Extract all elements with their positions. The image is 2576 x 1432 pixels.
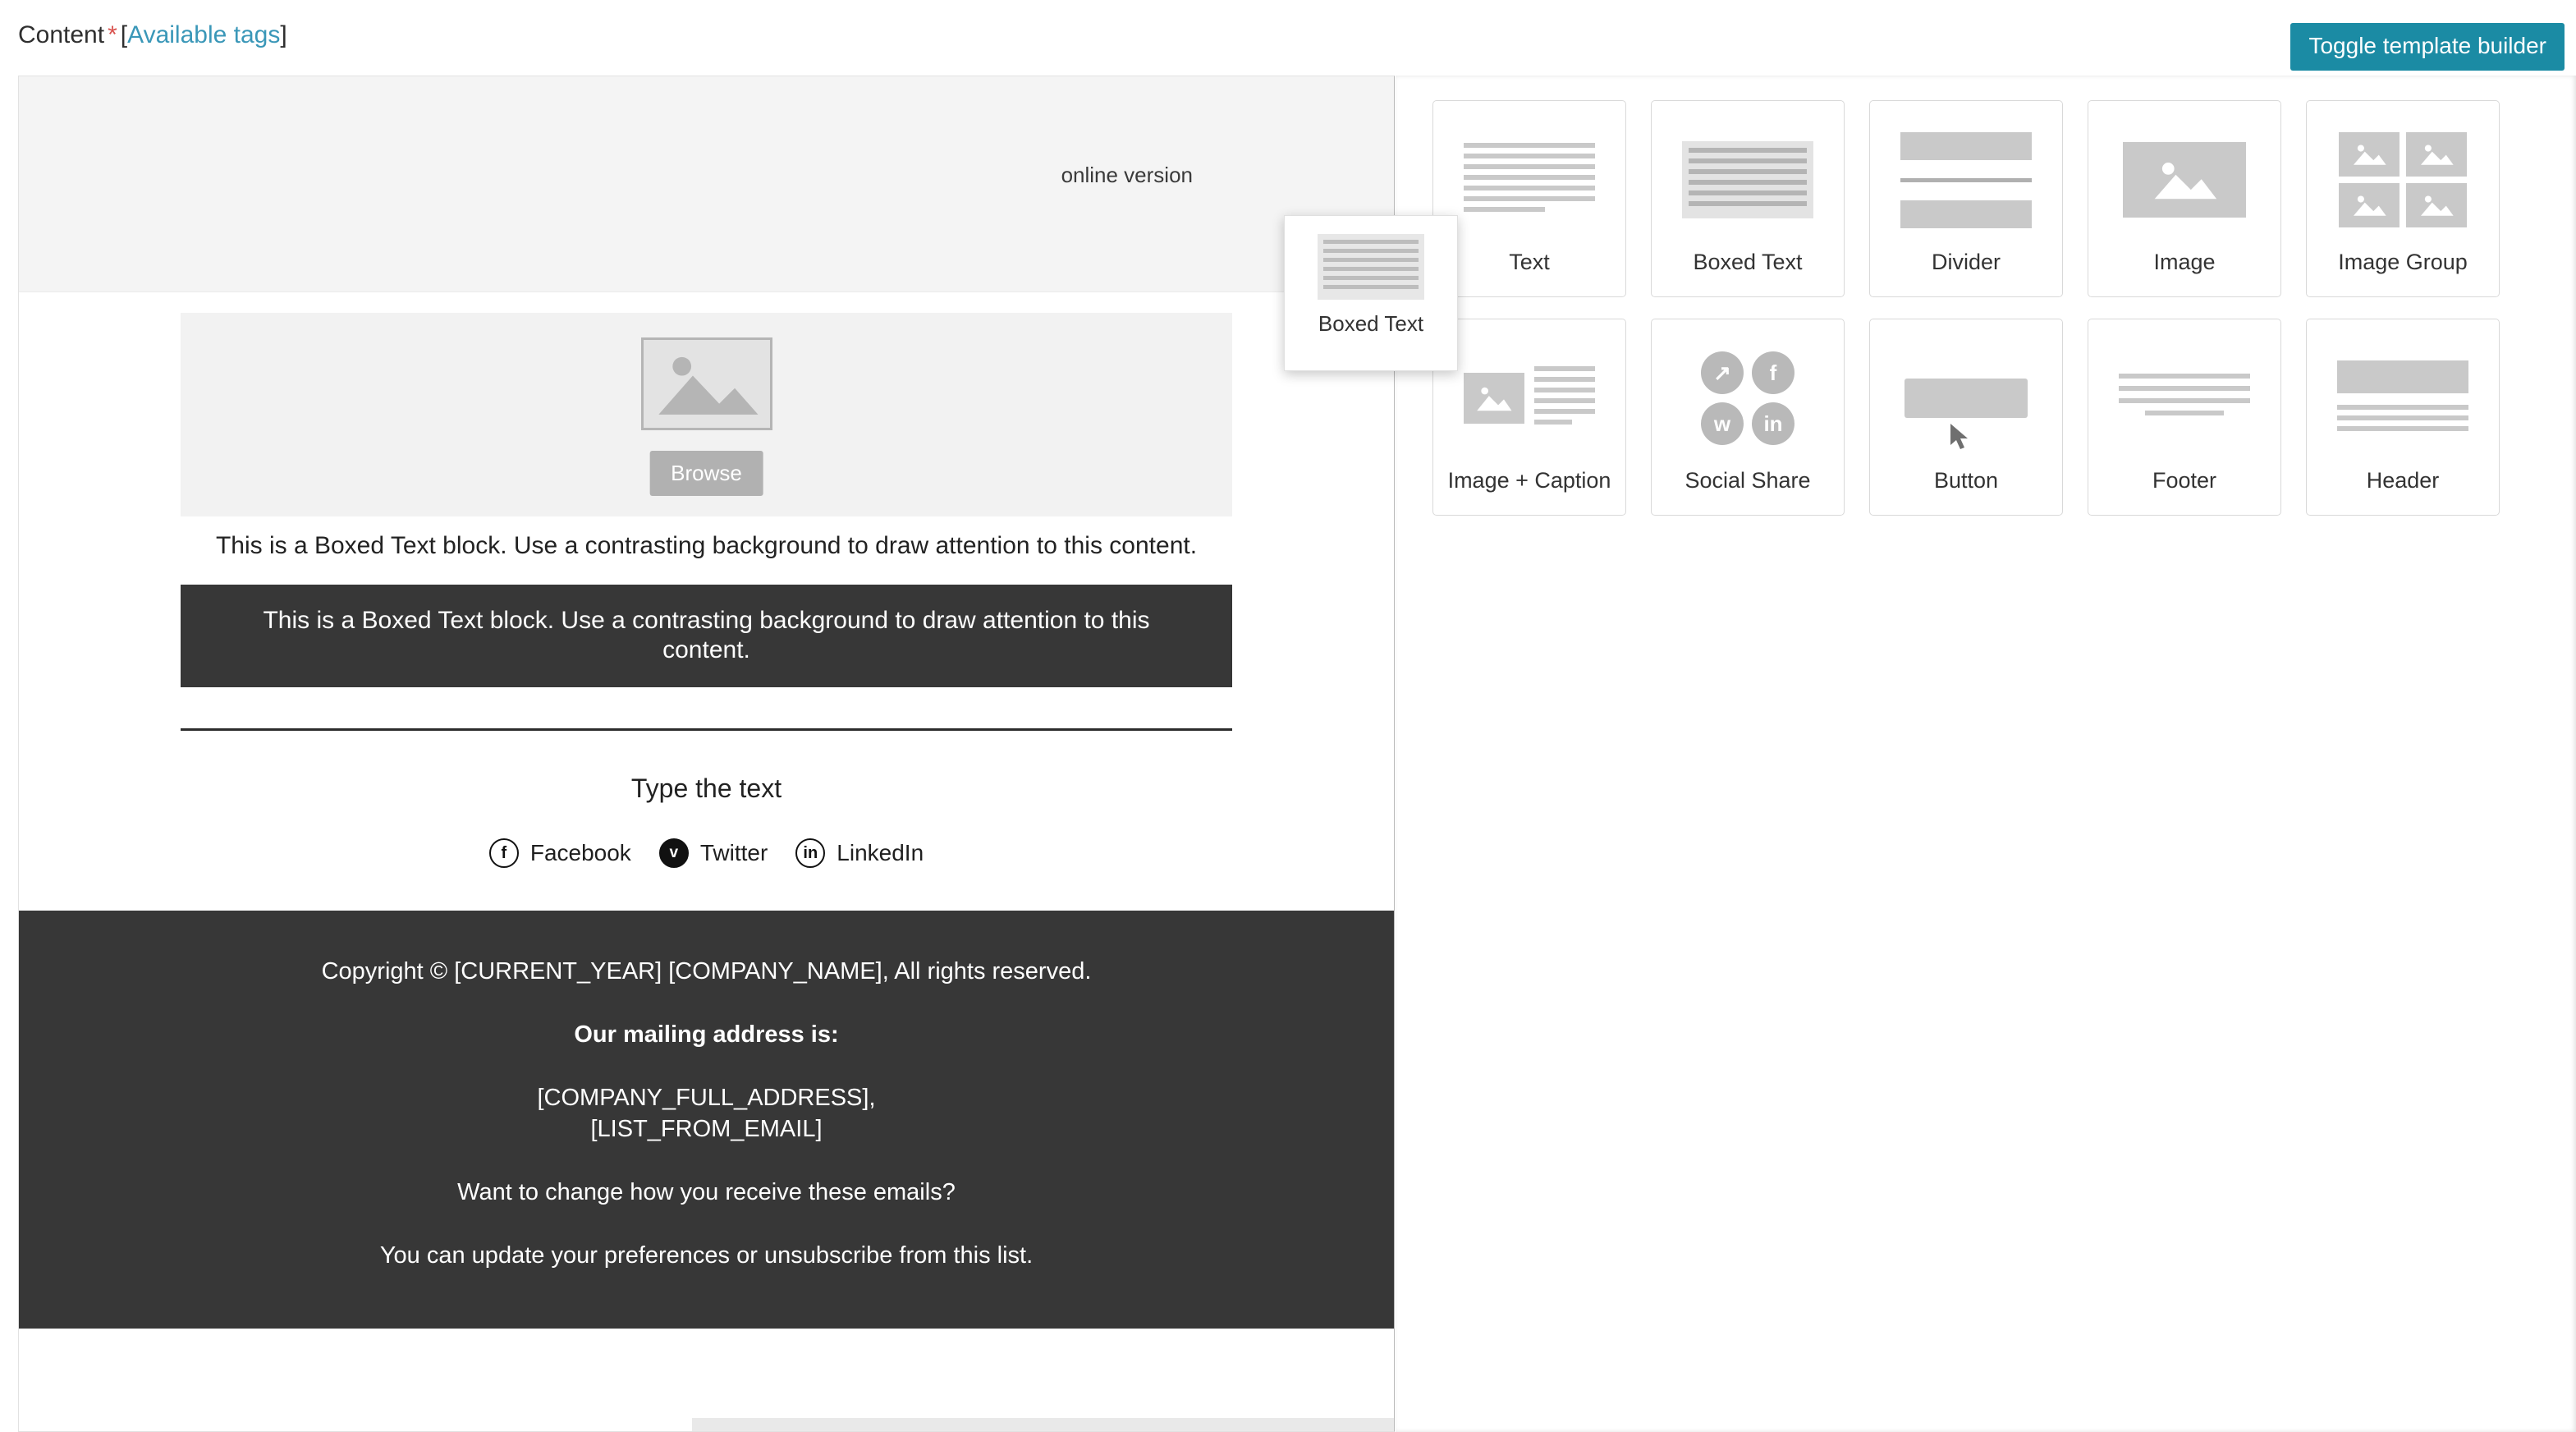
palette-card-image-caption[interactable] xyxy=(1432,319,1626,516)
cursor-icon xyxy=(1949,423,1970,455)
palette-label-social-share: Social Share xyxy=(1684,468,1811,493)
social-item-linkedin[interactable] xyxy=(795,838,924,868)
preview-bottom-grey-bar xyxy=(692,1418,1395,1431)
content-label-text: Content xyxy=(18,21,105,48)
palette-card-image[interactable] xyxy=(2088,100,2281,297)
divider-block-icon xyxy=(1891,122,2041,237)
palette-label-image-group: Image Group xyxy=(2338,250,2468,274)
boxed-text-block-icon xyxy=(1673,122,1822,237)
social-label-linkedin: LinkedIn xyxy=(837,840,924,866)
twitter-icon: ᴠ xyxy=(659,838,689,868)
image-content-block[interactable] xyxy=(181,313,1232,516)
palette-card-social-share[interactable] xyxy=(1651,319,1845,516)
email-editor-pane[interactable] xyxy=(18,76,1395,1432)
social-label-twitter: Twitter xyxy=(699,840,768,866)
footer-content-block[interactable] xyxy=(19,911,1394,1329)
template-builder-palette xyxy=(1396,76,2576,1432)
editable-text-placeholder[interactable]: Type the text xyxy=(630,773,782,804)
preview-body xyxy=(19,313,1394,1356)
bracket-open: [ xyxy=(120,21,128,48)
palette-label-footer: Footer xyxy=(2152,468,2217,493)
social-label-facebook: Facebook xyxy=(529,840,631,866)
boxed-text-content-block[interactable]: This is a Boxed Text block. Use a contrasting background to draw attention to this content. xyxy=(181,585,1232,687)
footer-preferences-text[interactable]: You can update your preferences or unsubscribe from this list. xyxy=(379,1242,1034,1269)
preview-bottom-strip xyxy=(19,1329,1394,1356)
palette-card-button[interactable] xyxy=(1869,319,2063,516)
button-block-icon xyxy=(1891,341,2041,456)
facebook-icon: f xyxy=(1752,351,1794,394)
image-placeholder-icon xyxy=(641,337,772,430)
palette-label-boxed-text: Boxed Text xyxy=(1693,250,1803,274)
palette-card-boxed-text[interactable] xyxy=(1651,100,1845,297)
footer-copyright: Copyright © [CURRENT_YEAR] [COMPANY_NAME], All rights reserved. xyxy=(321,958,1092,985)
palette-card-image-group[interactable] xyxy=(2306,100,2500,297)
footer-mailing-heading: Our mailing address is: xyxy=(574,1021,839,1049)
palette-label-divider: Divider xyxy=(1931,250,2001,274)
browse-button[interactable]: Browse xyxy=(649,451,763,496)
palette-label-text: Text xyxy=(1509,250,1550,274)
footer-block-icon xyxy=(2110,341,2259,456)
preview-header-strip[interactable] xyxy=(19,76,1394,292)
footer-address-line-2: [LIST_FROM_EMAIL] xyxy=(590,1115,823,1142)
palette-card-header[interactable] xyxy=(2306,319,2500,516)
text-block-icon xyxy=(1455,122,1604,237)
bracket-close: ] xyxy=(280,21,287,48)
drag-ghost-label: Boxed Text xyxy=(1318,311,1424,336)
facebook-icon: f xyxy=(489,838,519,868)
required-marker: * xyxy=(108,21,117,48)
palette-grid xyxy=(1432,100,2524,516)
footer-preferences-question: Want to change how you receive these emails? xyxy=(457,1178,956,1205)
twitter-icon: w xyxy=(1701,402,1744,445)
palette-label-button: Button xyxy=(1933,468,1999,493)
social-item-twitter[interactable] xyxy=(659,838,768,868)
palette-card-text[interactable] xyxy=(1432,100,1626,297)
toggle-template-builder-button[interactable]: Toggle template builder xyxy=(2290,23,2565,71)
image-caption-block-icon xyxy=(1455,341,1604,456)
palette-label-header: Header xyxy=(2366,468,2440,493)
social-item-facebook[interactable] xyxy=(489,838,631,868)
image-group-block-icon xyxy=(2328,122,2477,237)
linkedin-icon: in xyxy=(795,838,825,868)
text-content-block[interactable]: This is a Boxed Text block. Use a contrasting background to draw attention to this content. xyxy=(215,532,1198,559)
available-tags-link[interactable]: Available tags xyxy=(127,21,281,48)
drag-ghost-boxed-text[interactable] xyxy=(1284,215,1458,371)
footer-address xyxy=(117,1083,1295,1144)
palette-label-image-caption: Image + Caption xyxy=(1447,468,1611,493)
divider-content-block[interactable] xyxy=(181,728,1232,731)
top-bar xyxy=(0,0,2576,76)
image-block-icon xyxy=(2110,122,2259,237)
share-arrow-icon: ↗ xyxy=(1701,351,1744,394)
palette-label-image: Image xyxy=(2153,250,2216,274)
online-version-link[interactable]: online version xyxy=(1061,163,1193,187)
boxed-text-block-icon xyxy=(1318,234,1424,300)
palette-card-footer[interactable] xyxy=(2088,319,2281,516)
social-share-block-icon xyxy=(1673,341,1822,456)
linkedin-icon: in xyxy=(1752,402,1794,445)
footer-address-line-1: [COMPANY_FULL_ADDRESS], xyxy=(537,1085,876,1112)
social-share-content-block[interactable] xyxy=(181,838,1232,868)
content-field-label xyxy=(18,21,287,49)
header-block-icon xyxy=(2328,341,2477,456)
palette-card-divider[interactable] xyxy=(1869,100,2063,297)
